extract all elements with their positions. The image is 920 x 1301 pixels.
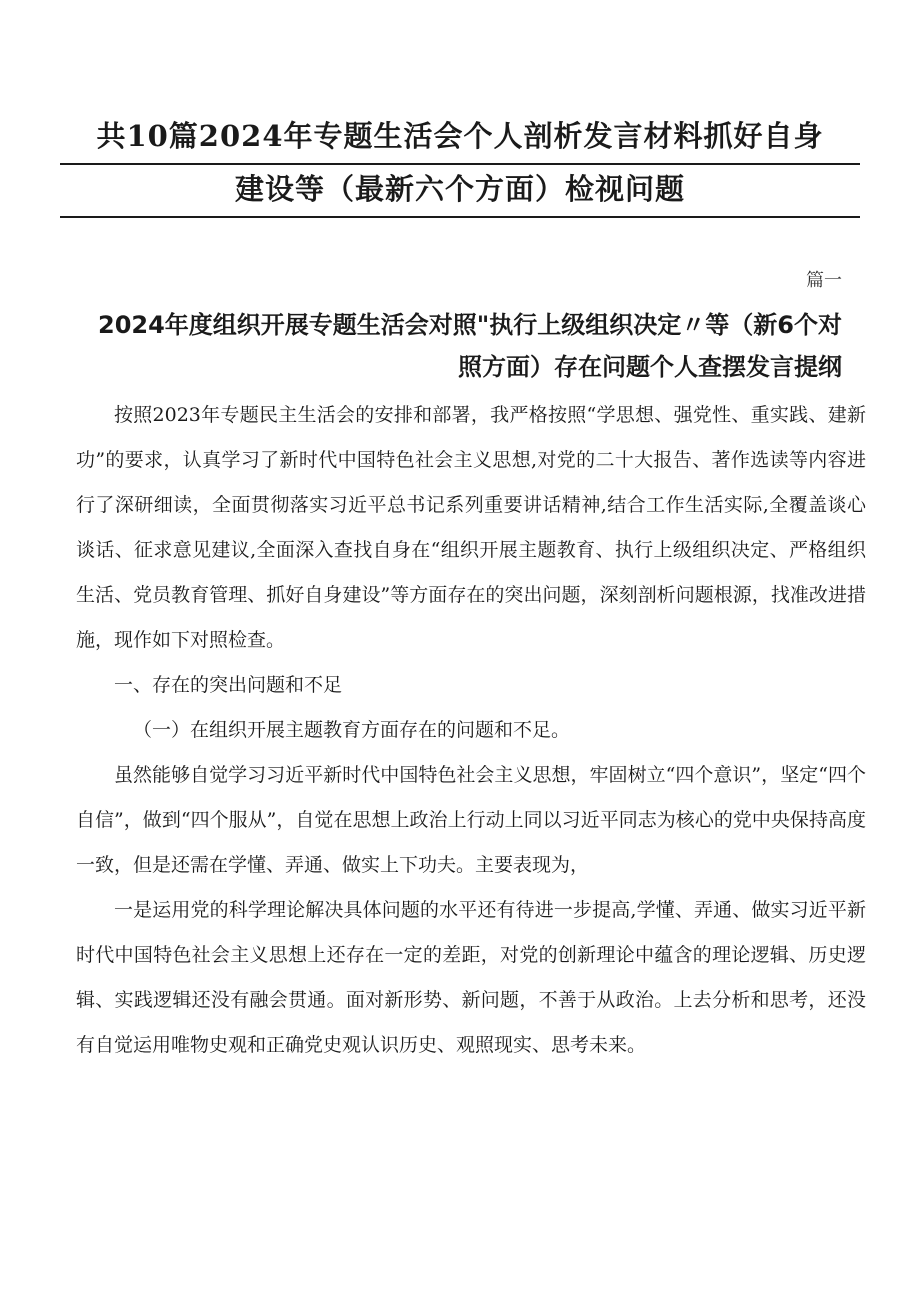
- paragraph-point-one: 一是运用党的科学理论解决具体问题的水平还有待进一步提高,学懂、弄通、做实习近平新时代中国特色社会主义思想上还存在一定的差距，对党的创新理论中蕴含的理论逻辑、历史逻辑、实践逻辑还没有融会贯通。面对新形势、新问题，不善于从政治。上去分析和思考，还没有自觉运用唯物史观和正确党史观认识历史、观照现实、思考未来。: [76, 899, 866, 1056]
- document-title: [60, 112, 860, 218]
- paragraph-intro: 按照2023年专题民主生活会的安排和部署，我严格按照“学思想、强党性、重实践、建新功”的要求，认真学习了新时代中国特色社会主义思想,对党的二十大报告、著作选读等内容进行了深研细读，全面贯彻落实习近平总书记系列重要讲话精神,结合工作生活实际,全覆盖谈心谈话、征求意见建议,全面深入查找自身在“组织开展主题教育、执行上级组织决定、严格组织生活、党员教育管理、抓好自身建设”等方面存在的突出问题，深刻剖析问题根源，找准改进措施，现作如下对照检查。: [76, 404, 866, 651]
- subtitle-line-2: 照方面）存在问题个人查摆发言提纲: [458, 353, 842, 381]
- title-line-2: 建设等（最新六个方面）检视问题: [60, 165, 860, 218]
- subtitle-line-1: 2024年度组织开展专题生活会对照"执行上级组织决定〃等（新6个对: [98, 311, 842, 339]
- subsection-heading: （一）在组织开展主题教育方面存在的问题和不足。: [133, 719, 571, 741]
- title-line-1: 共10篇2024年专题生活会个人剖析发言材料抓好自身: [60, 112, 860, 165]
- document-body: [76, 393, 866, 1068]
- section-heading: 一、存在的突出问题和不足: [114, 674, 343, 696]
- section-subtitle: [60, 304, 842, 388]
- piece-label: 篇一: [806, 270, 842, 291]
- paragraph-problem: 虽然能够自觉学习习近平新时代中国特色社会主义思想，牢固树立“四个意识”，坚定“四个自信”，做到“四个服从”，自觉在思想上政治上行动上同以习近平同志为核心的党中央保持高度一致，但是还需在学懂、弄通、做实上下功夫。主要表现为，: [76, 764, 866, 876]
